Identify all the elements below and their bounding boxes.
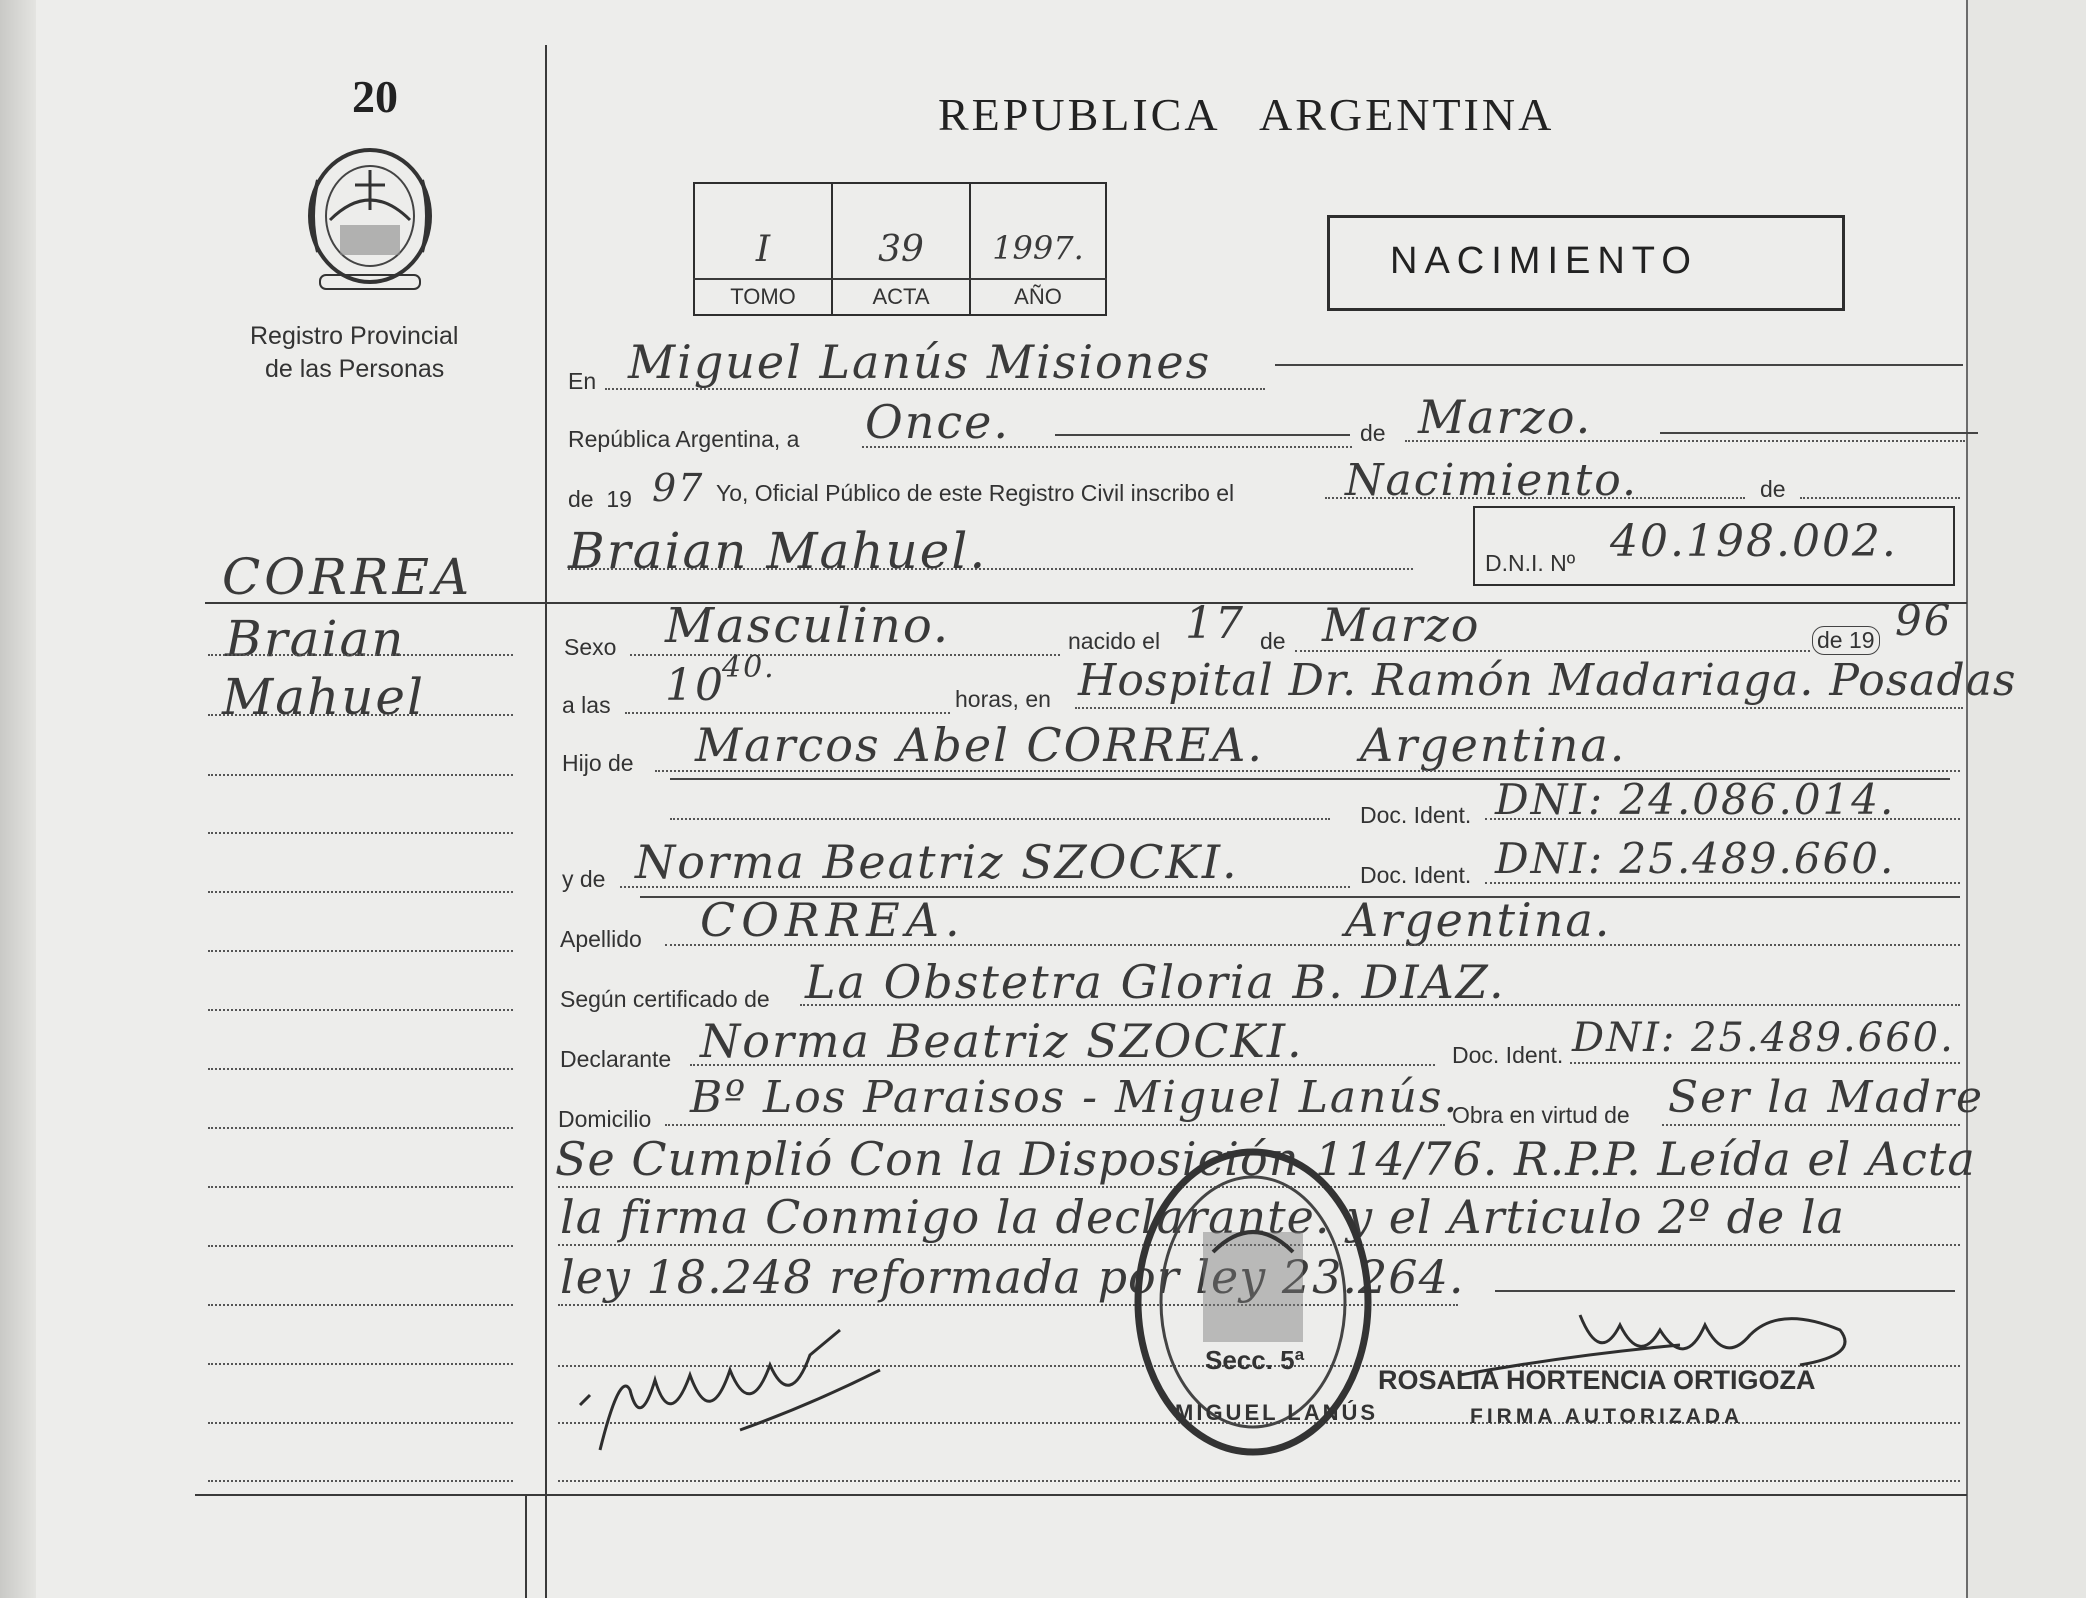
margin-line: [208, 1186, 513, 1188]
margin-line: [208, 1480, 513, 1482]
de-label: de: [1360, 420, 1386, 446]
notes-line-3: ley 18.248 reformada por ley 23.264.: [560, 1250, 1465, 1304]
declarante-doc-value: DNI: 25.489.660.: [1572, 1015, 1955, 1061]
birth-day-value: 17: [1185, 598, 1245, 649]
dni-box: [1473, 506, 1955, 586]
act-type-value: Nacimiento.: [1345, 455, 1639, 506]
stamp-locality: MIGUEL LANÚS: [1175, 1400, 1379, 1425]
line: [630, 654, 1060, 656]
table-label-rule: [693, 278, 1107, 280]
mother-nationality-value: Argentina.: [1345, 893, 1612, 947]
domicilio-value: Bº Los Paraisos - Miguel Lanús.: [690, 1072, 1460, 1123]
margin-surname: CORREA: [222, 548, 474, 606]
birth-month-value: Marzo: [1322, 598, 1481, 652]
tomo-label: TOMO: [730, 284, 796, 309]
mother-name-value: Norma Beatriz SZOCKI.: [635, 835, 1239, 889]
margin-line: [208, 1363, 513, 1365]
obra-value: Ser la Madre: [1668, 1072, 1985, 1123]
domicilio-label: Domicilio: [558, 1106, 652, 1132]
dni-label: D.N.I. Nº: [1485, 550, 1576, 576]
acta-value: 39: [878, 229, 924, 270]
certificate-value: La Obstetra Gloria B. DIAZ.: [805, 955, 1506, 1009]
registry-name-line1: Registro Provincial: [250, 322, 459, 350]
line: [1295, 650, 1810, 652]
line: [1325, 497, 1745, 499]
alas-label: a las: [562, 692, 611, 718]
column-divider: [545, 45, 547, 1598]
place-value: Miguel Lanús Misiones: [628, 335, 1212, 389]
anio-value: 1997.: [992, 229, 1084, 267]
line: [625, 712, 950, 714]
line: [665, 1124, 1445, 1126]
line: [568, 568, 1413, 570]
line: [665, 944, 1960, 946]
margin-line: [208, 950, 513, 952]
birth-place-value: Hospital Dr. Ramón Madariaga. Posadas: [1078, 655, 2017, 706]
margin-line: [208, 654, 513, 656]
day-written-value: Once.: [865, 395, 1010, 449]
folio-number: 20: [352, 71, 398, 122]
margin-line: [208, 714, 513, 716]
line: [1495, 1290, 1955, 1292]
margin-line: [208, 1068, 513, 1070]
provincial-seal-icon: [300, 140, 440, 295]
declarante-value: Norma Beatriz SZOCKI.: [700, 1014, 1304, 1068]
page-right-edge: [1966, 0, 2086, 1598]
line: [1075, 707, 1963, 709]
page-left-edge: [0, 0, 36, 1598]
line: [1662, 1124, 1960, 1126]
line: [1275, 364, 1963, 366]
en-label: En: [568, 368, 597, 394]
tomo-acta-anio-table: [693, 182, 1107, 316]
line: [800, 1004, 1960, 1006]
child-name-value: Braian Mahuel.: [568, 522, 988, 580]
margin-line: [208, 1245, 513, 1247]
de19-label: de 19: [568, 486, 632, 512]
section-rule-bottom: [195, 1494, 1967, 1496]
month-value: Marzo.: [1418, 390, 1593, 444]
line: [1485, 882, 1960, 884]
notes-line-1: Se Cumplió Con la Disposición 114/76. R.P.P. Leída el Acta: [555, 1132, 1976, 1186]
father-nationality-value: Argentina.: [1360, 718, 1627, 772]
year-suffix-value: 97: [652, 466, 705, 510]
segun-label: Según certificado de: [560, 986, 770, 1012]
doc-ident-label-2: Doc. Ident.: [1360, 862, 1472, 888]
officer-name: ROSALIA HORTENCIA ORTIGOZA: [1378, 1365, 1816, 1395]
line: [1800, 497, 1960, 499]
line: [558, 1480, 1960, 1482]
mother-doc-value: DNI: 25.489.660.: [1495, 834, 1896, 883]
margin-line: [208, 1304, 513, 1306]
horas-label: horas, en: [955, 686, 1051, 712]
acta-label: ACTA: [872, 284, 930, 309]
hijo-label: Hijo de: [562, 750, 634, 776]
father-name-value: Marcos Abel CORREA.: [695, 718, 1265, 772]
acta-cell: [831, 182, 971, 316]
anio-cell: [969, 182, 1107, 316]
birth-year-suffix-value: 96: [1895, 596, 1953, 645]
line: [1055, 434, 1350, 436]
hour-value: 10: [665, 660, 725, 711]
officer-title: FIRMA AUTORIZADA: [1470, 1405, 1744, 1428]
line: [1405, 440, 1965, 442]
minutes-value: 40.: [722, 650, 776, 685]
apellido-label: Apellido: [560, 926, 642, 952]
margin-line: [208, 832, 513, 834]
yo-label: Yo, Oficial Público de este Registro Civil inscribo el: [716, 480, 1235, 506]
line: [655, 770, 1960, 772]
line: [690, 1064, 1435, 1066]
de-label-2: de: [1760, 476, 1786, 502]
margin-first-name: Braian: [225, 610, 406, 668]
yde-label: y de: [562, 866, 606, 892]
margin-line: [208, 1127, 513, 1129]
tomo-value: I: [755, 229, 771, 270]
margin-line: [208, 1009, 513, 1011]
father-doc-value: DNI: 24.086.014.: [1495, 775, 1896, 824]
act-type-box: [1327, 215, 1845, 311]
margin-second-name: Mahuel: [222, 668, 425, 726]
declarante-label: Declarante: [560, 1046, 672, 1072]
doc-ident-label: Doc. Ident.: [1360, 802, 1472, 828]
republica-label: República Argentina, a: [568, 426, 800, 452]
tomo-cell: [693, 182, 833, 316]
de-label-3: de: [1260, 628, 1286, 654]
act-type-title: NACIMIENTO: [1390, 240, 1698, 282]
obra-label: Obra en virtud de: [1452, 1102, 1630, 1128]
line: [670, 818, 1330, 820]
line: [620, 886, 1350, 888]
anio-label: AÑO: [1014, 284, 1062, 309]
notes-line-2: la firma Conmigo la declarante. y el Articulo 2º de la: [560, 1190, 1846, 1244]
column-divider-lower: [525, 1495, 527, 1598]
margin-line: [208, 1422, 513, 1424]
de19-label-2: de 19: [1812, 626, 1880, 655]
country-title: REPUBLICA ARGENTINA: [938, 89, 1555, 140]
registry-name-line2: de las Personas: [265, 355, 445, 383]
margin-line: [208, 891, 513, 893]
dni-value: 40.198.002.: [1610, 516, 1898, 567]
margin-line: [208, 774, 513, 776]
sexo-label: Sexo: [564, 634, 617, 660]
stamp-section: Secc. 5ª: [1205, 1345, 1305, 1375]
line: [1485, 818, 1960, 820]
line: [1660, 432, 1978, 434]
apellido-value: CORREA.: [700, 893, 966, 947]
sexo-value: Masculino.: [665, 598, 951, 654]
doc-ident-label-3: Doc. Ident.: [1452, 1042, 1564, 1068]
line: [1570, 1062, 1960, 1064]
nacido-label: nacido el: [1068, 628, 1161, 654]
declarant-signature-icon: [560, 1310, 890, 1470]
